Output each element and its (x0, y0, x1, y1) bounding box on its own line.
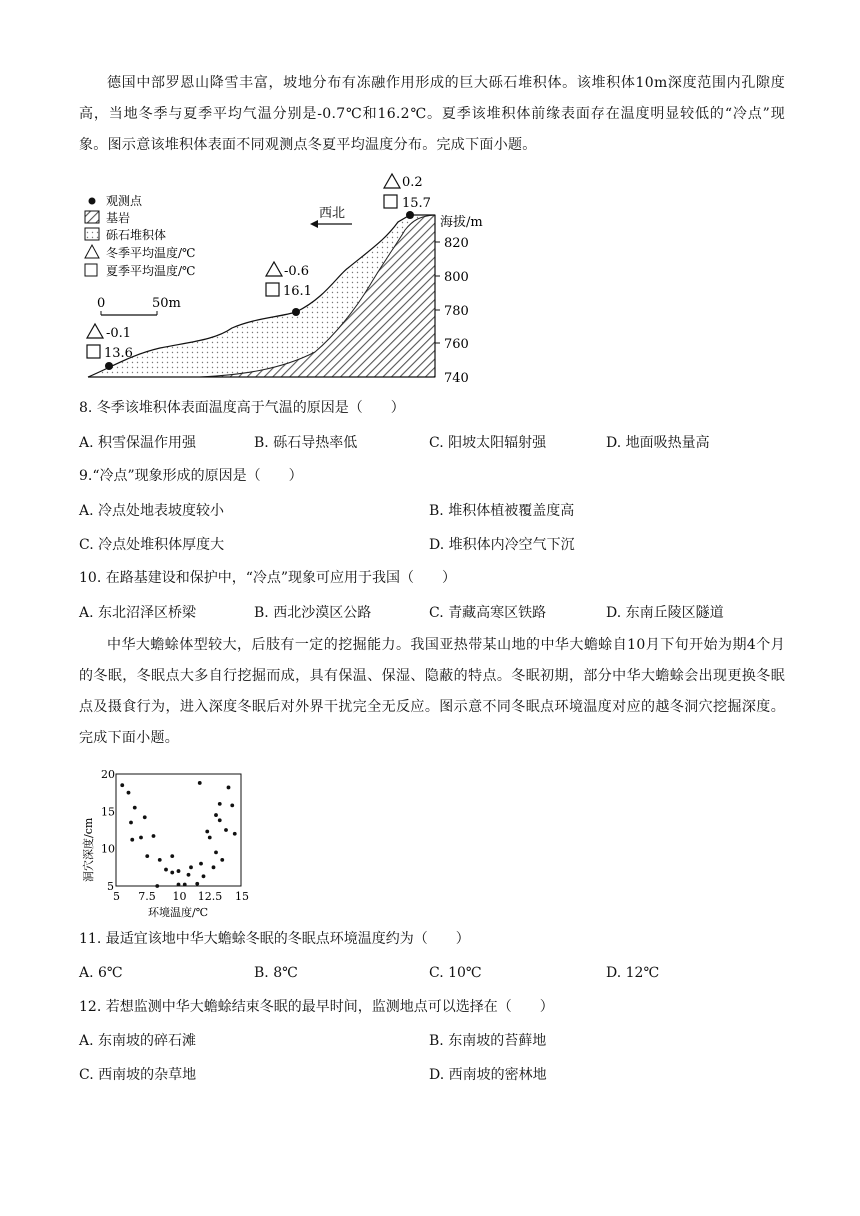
question-8: 8. 冬季该堆积体表面温度高于气温的原因是（ ） (79, 400, 405, 416)
figure-rubble-profile (80, 170, 520, 390)
scatter-point (164, 868, 168, 872)
legend-triangle-icon (85, 245, 99, 258)
q10-option-b[interactable]: B. 西北沙漠区公路 (254, 605, 372, 621)
scatter-point (212, 865, 216, 869)
q12-option-a[interactable]: A. 东南坡的碎石滩 (79, 1033, 197, 1049)
q12-option-b[interactable]: B. 东南坡的苔藓地 (429, 1033, 547, 1049)
chart-burrow-depth (78, 764, 258, 924)
scatter-point (220, 858, 224, 862)
scatter-point (127, 791, 131, 795)
point-3-summer: 15.7 (402, 196, 431, 211)
triangle-icon (266, 262, 282, 276)
passage-2: 中华大蟾蜍体型较大，后肢有一定的挖掘能力。我国亚热带某山地的中华大蟾蜍自10月下旬开始为期4个月的冬眠，冬眠点大多自行挖掘而成，具有保温、保湿、隐蔽的特点。冬眠初期，部分中华大蟾蜍会出现更换冬眠点及摄食行为，进入深度冬眠后对外界干扰完全无反应。图示意不同冬眠点环境温度对应的越冬洞穴挖掘深度。完成下面小题。 (79, 637, 785, 746)
y-tick-label: 5 (107, 880, 114, 893)
q11-option-c[interactable]: C. 10℃ (429, 965, 482, 981)
q10-option-d[interactable]: D. 东南丘陵区隧道 (606, 605, 724, 621)
passage-1: 德国中部罗恩山降雪丰富，坡地分布有冻融作用形成的巨大砾石堆积体。该堆积体10m深度范围内孔隙度高，当地冬季与夏季平均气温分别是-0.7℃和16.2℃。夏季该堆积体前缘表面存在温度明显较低的“冷点”现象。图示意该堆积体表面不同观测点冬夏平均温度分布。完成下面小题。 (79, 75, 785, 153)
scatter-point (145, 854, 149, 858)
scatter-point (227, 786, 231, 790)
triangle-icon (87, 324, 103, 338)
scatter-point (120, 783, 124, 787)
square-icon (384, 195, 397, 208)
question-11: 11. 最适宜该地中华大蟾蜍冬眠的冬眠点环境温度约为（ ） (79, 931, 470, 947)
scatter-point (208, 836, 212, 840)
point-1-winter: -0.1 (106, 326, 132, 341)
point-3-winter: 0.2 (402, 175, 423, 190)
point-2-winter: -0.6 (284, 264, 310, 279)
q8-option-b[interactable]: B. 砾石导热率低 (254, 435, 358, 451)
y-axis-label: 洞穴深度/cm (82, 817, 95, 882)
legend-bedrock-label: 基岩 (106, 211, 131, 225)
scatter-point (202, 874, 206, 878)
x-tick-label: 15 (235, 890, 249, 903)
q9-option-c[interactable]: C. 冷点处堆积体厚度大 (79, 537, 225, 553)
observation-point-3 (406, 211, 414, 219)
legend-rubble-label: 砾石堆积体 (106, 228, 167, 242)
q8-option-c[interactable]: C. 阳坡太阳辐射强 (429, 435, 547, 451)
legend-rubble-swatch (85, 228, 99, 240)
scatter-point (214, 851, 218, 855)
q11-option-b[interactable]: B. 8℃ (254, 965, 298, 981)
scale-length: 50m (152, 296, 181, 311)
x-tick-label: 10 (172, 890, 187, 903)
scatter-point (152, 834, 156, 838)
scatter-point (195, 882, 199, 886)
question-9: 9.“冷点”现象形成的原因是（ ） (79, 468, 303, 484)
direction-label: 西北 (319, 206, 346, 221)
q8-option-d[interactable]: D. 地面吸热量高 (606, 435, 710, 451)
axis-title-elevation: 海拔/m (440, 215, 483, 230)
q12-option-c[interactable]: C. 西南坡的杂草地 (79, 1067, 197, 1083)
scatter-point (130, 838, 134, 842)
q8-option-a[interactable]: A. 积雪保温作用强 (79, 435, 197, 451)
scatter-point (214, 813, 218, 817)
tick-740: 740 (444, 371, 469, 386)
tick-780: 780 (444, 304, 469, 319)
scatter-points (120, 781, 236, 888)
scatter-point (218, 802, 222, 806)
scatter-point (158, 858, 162, 862)
y-tick-label: 10 (101, 842, 115, 856)
y-tick-label: 15 (101, 805, 115, 819)
scatter-point (198, 781, 202, 785)
tick-820: 820 (444, 236, 469, 251)
q12-option-d[interactable]: D. 西南坡的密林地 (429, 1067, 547, 1083)
q9-option-a[interactable]: A. 冷点处地表坡度较小 (79, 503, 225, 519)
scatter-point (183, 883, 187, 887)
scatter-point (224, 828, 228, 832)
x-axis-label: 环境温度/℃ (148, 906, 209, 919)
axis-ticks (435, 236, 469, 386)
scatter-point (205, 830, 209, 834)
question-10: 10. 在路基建设和保护中，“冷点”现象可应用于我国（ ） (79, 570, 457, 586)
scatter-point (230, 803, 234, 807)
x-tick-label: 5 (113, 890, 120, 903)
legend (85, 193, 195, 278)
x-tick-label: 12.5 (197, 890, 223, 903)
scatter-point (199, 862, 203, 866)
legend-bedrock-swatch (85, 211, 99, 223)
q11-option-a[interactable]: A. 6℃ (79, 965, 123, 981)
scatter-point (170, 854, 174, 858)
legend-point-label: 观测点 (106, 194, 143, 208)
y-tick-label: 20 (101, 768, 115, 781)
q10-option-a[interactable]: A. 东北沼泽区桥梁 (79, 605, 197, 621)
point-1-summer: 13.6 (104, 346, 133, 361)
q9-option-b[interactable]: B. 堆积体植被覆盖度高 (429, 503, 575, 519)
scatter-point (139, 836, 143, 840)
q11-option-d[interactable]: D. 12℃ (606, 965, 660, 981)
scatter-point (170, 871, 174, 875)
tick-800: 800 (444, 270, 469, 285)
legend-winter-label: 冬季平均温度/℃ (106, 246, 196, 260)
arrow-head-icon (310, 220, 318, 228)
observation-point-1 (105, 362, 113, 370)
legend-summer-label: 夏季平均温度/℃ (106, 264, 196, 278)
x-tick-label: 7.5 (138, 890, 156, 903)
point-2-summer: 16.1 (283, 284, 312, 299)
scatter-point (133, 806, 137, 810)
legend-square-icon (85, 264, 97, 276)
scale-zero: 0 (97, 296, 106, 311)
tick-760: 760 (444, 337, 469, 352)
scatter-point (129, 821, 133, 825)
square-icon (87, 345, 100, 358)
square-icon (266, 283, 279, 296)
legend-point-icon (89, 198, 96, 205)
scatter-point (143, 815, 147, 819)
scatter-point (177, 869, 181, 873)
triangle-icon (384, 174, 400, 188)
scatter-point (187, 873, 191, 877)
scatter-point (155, 884, 159, 888)
scatter-point (233, 832, 237, 836)
q10-option-c[interactable]: C. 青藏高寒区铁路 (429, 605, 547, 621)
observation-point-2 (292, 308, 300, 316)
scatter-point (189, 865, 193, 869)
q9-option-d[interactable]: D. 堆积体内冷空气下沉 (429, 537, 575, 553)
scatter-point (177, 883, 181, 887)
question-12: 12. 若想监测中华大蟾蜍结束冬眠的最早时间，监测地点可以选择在（ ） (79, 999, 554, 1015)
scatter-point (218, 818, 222, 822)
